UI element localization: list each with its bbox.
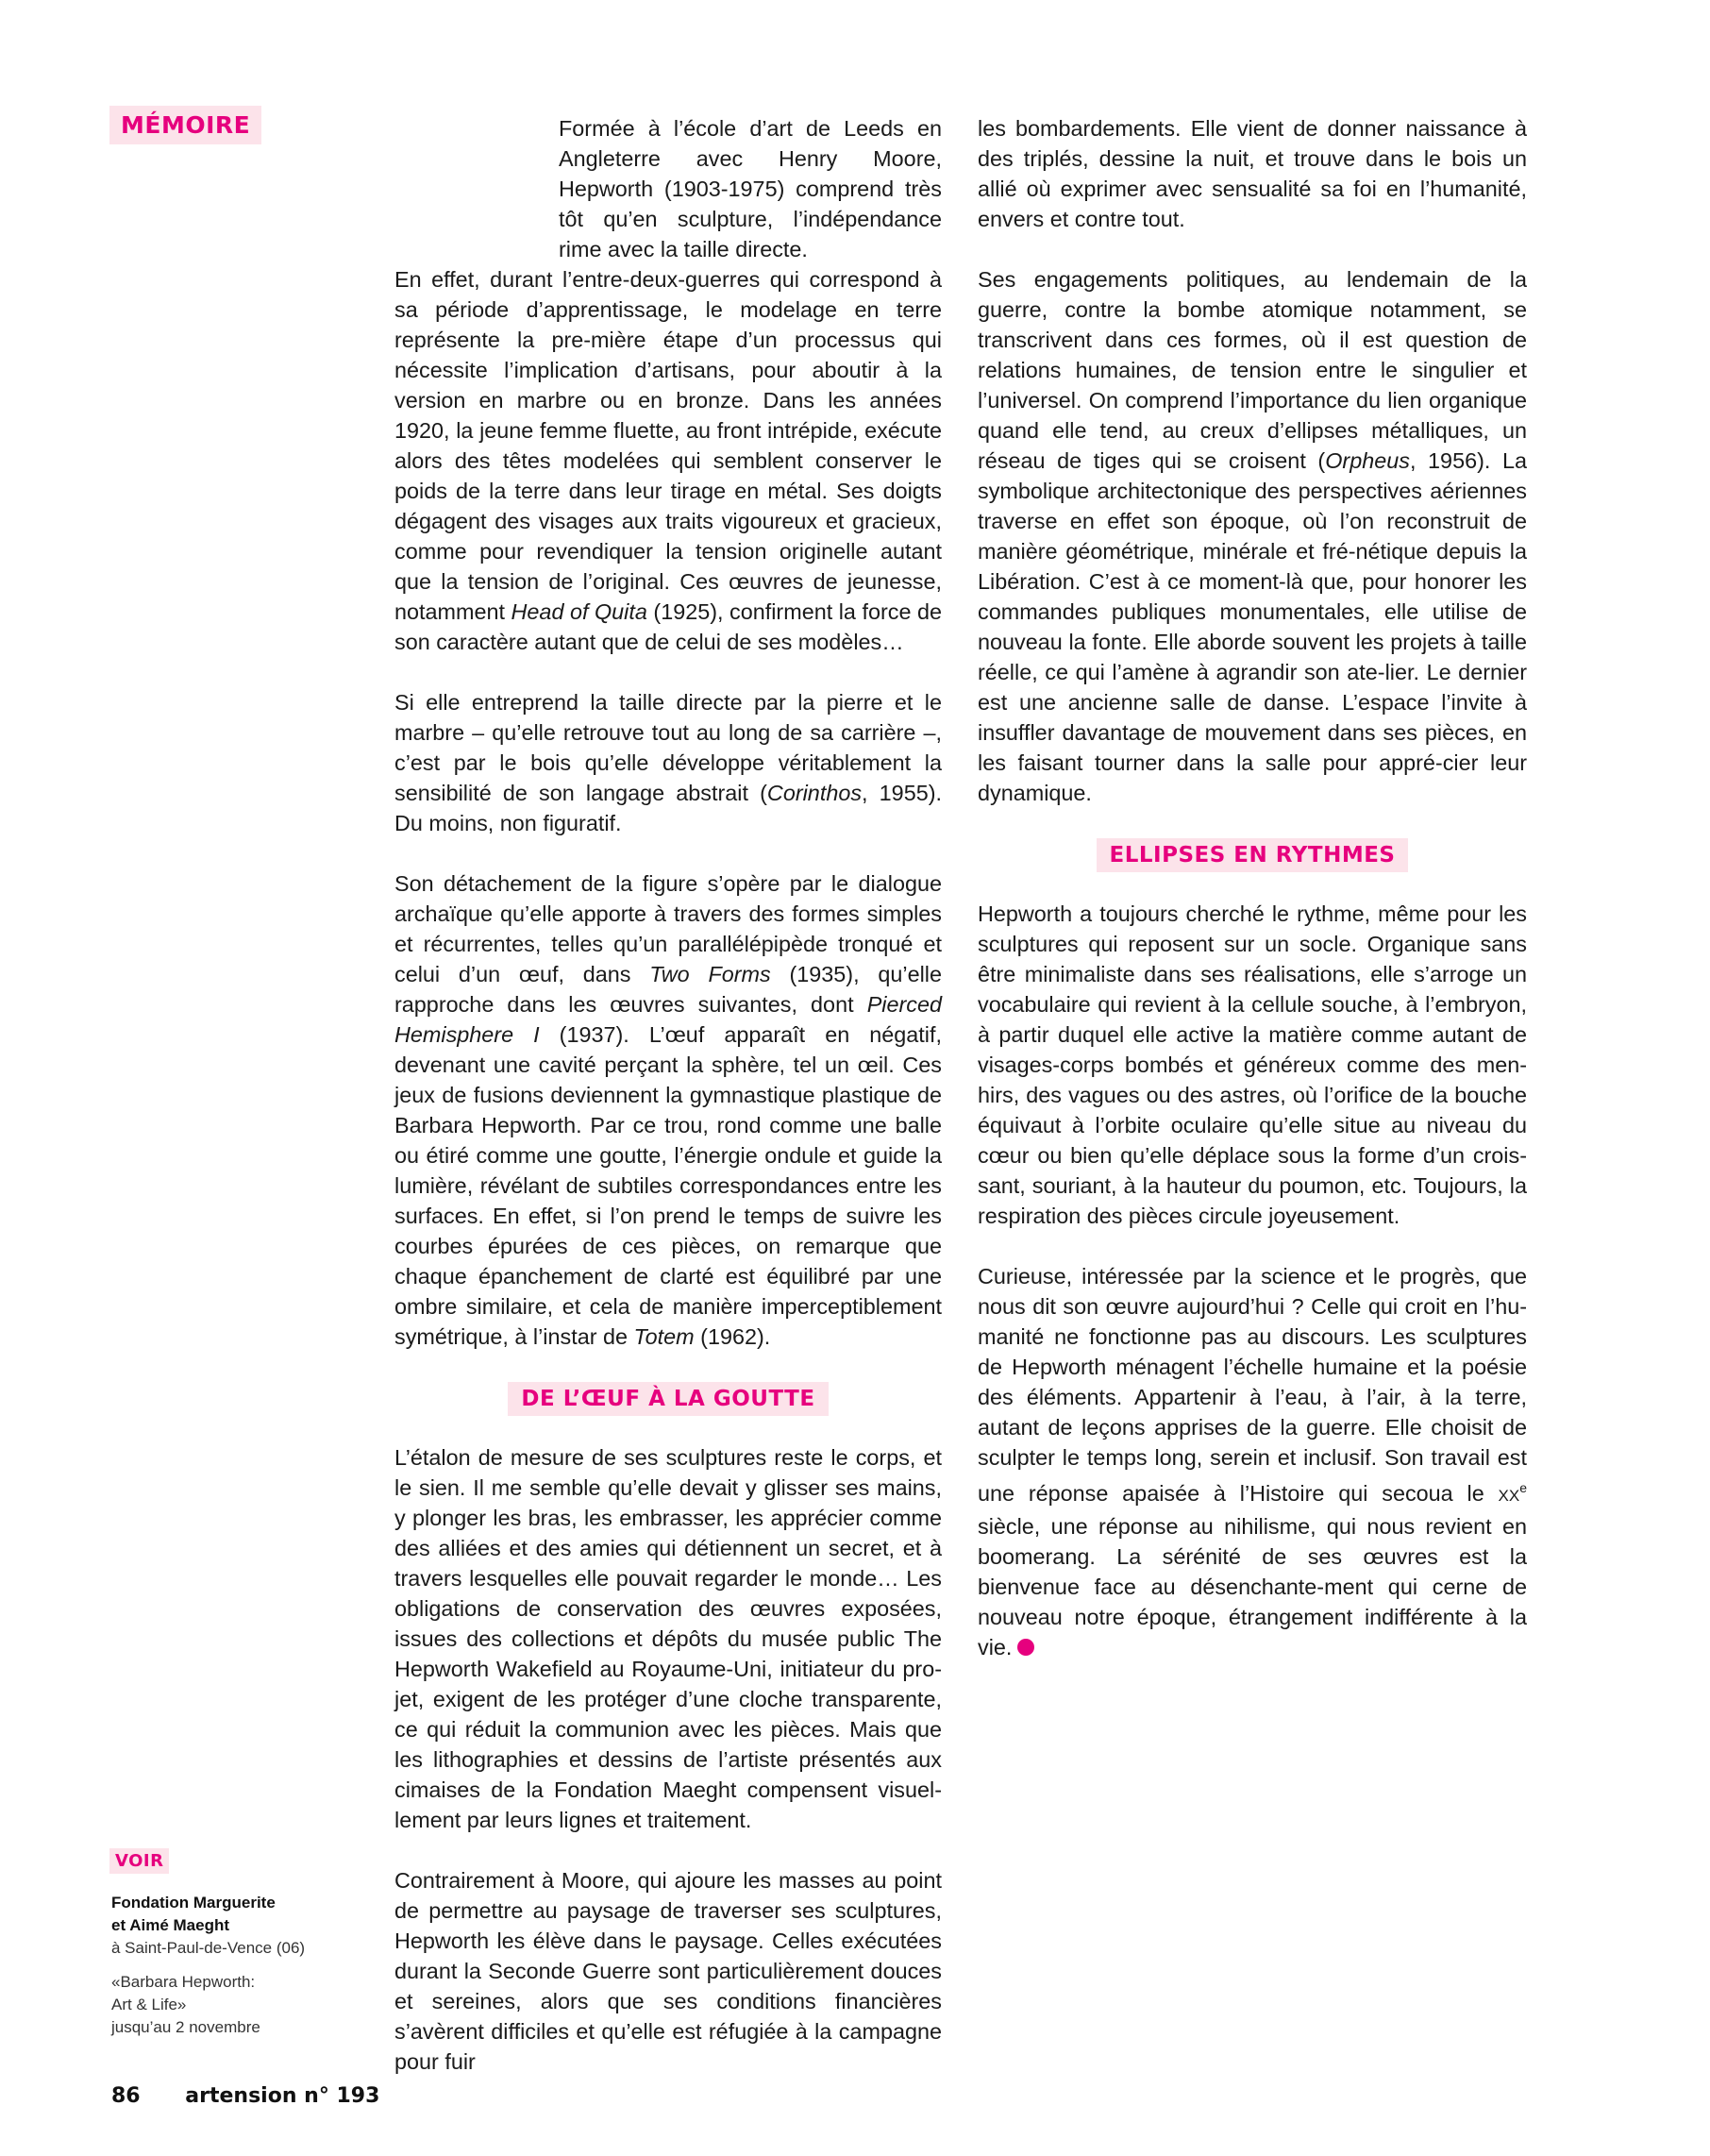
century-numeral: XX [1498, 1486, 1520, 1505]
paragraph-text: (1935), qu’elle rapproche dans les œuvres suivantes, dont [394, 962, 942, 1017]
paragraph-text: (1962). [694, 1324, 771, 1349]
article-column-right [978, 113, 1527, 1693]
paragraph-text: En effet, durant l’entre-deux-guerres qui correspond à sa période d’apprentissage, le modelage en terre représente la pre-mière étape d’un processus qui nécessite l’implication d’artisans, pour aboutir à la version en marbre ou en bronze. Dans les années 1920, la jeune femme fluette, au front intrépide, exécute alors des têtes modelées qui semblent conserver le poids de la terre dans leur tirage en métal. Ses doigts dégagent des visages aux traits vigoureux et gracieux, comme pour revendiquer la tension originelle autant que la tension de l’original. Ces œuvres de jeunesse, notamment [394, 267, 942, 624]
article-column-left [394, 113, 942, 2107]
section-heading [978, 838, 1527, 868]
artwork-title: Head of Quita [511, 599, 647, 624]
paragraph: L’étalon de mesure de ses sculptures reste le corps, et le sien. Il me semble qu’elle devait y glisser ses mains, y plonger les bras, les embrasser, les apprécier comme des alliées et des amies qui détiennent un secret, et à travers lesquelles elle pouvait regarder le monde… Les obligations de conservation des œuvres exposées, issues des collections et dépôts du musée public The Hepworth Wakefield au Royaume-Uni, initiateur du pro-jet, exigent de les protéger d’une cloche transparente, ce qui réduit la communion avec les pièces. Mais que les lithographies et dessins de l’artiste présentés aux cimaises de la Fondation Maeght compensent visuel-lement par leurs lignes et traitement. [394, 1445, 942, 1832]
artwork-title: Two Forms [649, 962, 771, 986]
exhibition-title [111, 1971, 357, 2039]
century-superscript: e [1519, 1480, 1527, 1495]
artwork-title: Totem [633, 1324, 695, 1349]
paragraph-text: siècle, une réponse au nihilisme, qui nous revient en boomerang. La sérénité de ses œuvres est la bienvenue face au désenchante-ment qui cerne de nouveau notre époque, étrangement indifférente à la vie. [978, 1513, 1527, 1659]
paragraph-text: Curieuse, intéressée par la science et le progrès, que nous dit son œuvre aujourd’hui ? Celle qui croit en l’hu-manité ne fonctionne pas au discours. Les sculptures de Hepworth ménagent l’échelle humaine et la poésie des éléments. Appartenir à l’eau, à l’air, à la terre, autant de leçons apprises de la guerre. Elle choisit de sculpter le temps long, serein et inclusif. Son travail est une réponse apaisée à l’Histoire qui secoua le [978, 1264, 1527, 1506]
paragraph: Contrairement à Moore, qui ajoure les masses au point de permettre au paysage de traverser ses sculptures, Hepworth les élève dans le paysage. Celles exécutées durant la Seconde Guerre sont particulièrement douces et sereines, alors que ses conditions financières s’avèrent difficiles et qu’elle est réfugiée à la campagne pour fuir [394, 1868, 942, 2074]
paragraph-text: (1937). L’œuf apparaît en négatif, devenant une cavité perçant la sphère, tel un œil. Ces jeux de fusions deviennent la gymnastique plastique de Barbara Hepworth. Par ce trou, rond comme une balle ou étiré comme une goutte, l’énergie ondule et guide la lumière, révélant de subtiles correspondances entre les surfaces. En effet, si l’on prend le temps de suivre les courbes épurées de ces pièces, on remarque que chaque épanchement de clarté est équilibré par une ombre similaire, et cela de manière imperceptiblement symétrique, à l’instar de [394, 1022, 942, 1349]
paragraph-text: Ses engagements politiques, au lendemain de la guerre, contre la bombe atomique notamment, se transcrivent dans ces formes, où il est question de relations humaines, de tension entre le singulier et l’universel. On comprend l’importance du lien organique quand elle tend, au creux d’ellipses métalliques, un réseau de tiges qui se croisent ( [978, 267, 1527, 473]
page-footer [111, 2084, 379, 2108]
end-mark-icon [1017, 1639, 1034, 1656]
venue-city: à Saint-Paul-de-Vence (06) [111, 1939, 306, 1957]
artwork-title: Orpheus [1325, 448, 1410, 473]
paragraph-lead: Formée à l’école d’art de Leeds en Angleterre avec Henry Moore, Hepworth (1903-1975) comprend très tôt qu’en sculpture, l’indépendance rime avec la taille directe. [559, 116, 942, 261]
artwork-title: Pierced Hemisphere I [394, 992, 942, 1047]
paragraph-text: , 1956). La symbolique architectonique des perspectives aériennes traverse en effet son époque, où l’on reconstruit de manière géométrique, minérale et fré-nétique depuis la Libération. C’est à ce moment-là que, pour honorer les commandes publiques monumentales, elle utilise de nouveau la fonte. Elle aborde souvent les projets à taille réelle, ce qui l’amène à agrandir son ate-lier. Le dernier est une ancienne salle de danse. L’espace l’invite à insuffler davantage de mouvement dans ses pièces, en les faisant tourner dans la salle pour appré-cier leur dynamique. [978, 448, 1527, 805]
paragraph [978, 1261, 1527, 1662]
section-heading-label: DE L’ŒUF À LA GOUTTE [508, 1382, 828, 1416]
section-tag: MÉMOIRE [109, 106, 261, 144]
exhibition-dates: jusqu’au 2 novembre [111, 2018, 260, 2036]
venue-name-line: et Aimé Maeght [111, 1916, 230, 1934]
paragraph [978, 264, 1527, 808]
exhibition-title-line: Art & Life» [111, 1996, 187, 2013]
venue-name-line: Fondation Marguerite [111, 1894, 276, 1912]
paragraph-text: (1925), confirment la force de son caractère autant que de celui de ses modèles… [394, 599, 942, 654]
voir-tag: VOIR [109, 1848, 169, 1874]
paragraph-text: Si elle entreprend la taille directe par la pierre et le marbre – qu’elle retrouve tout au long de sa carrière –, c’est par le bois qu’elle développe véritablement la sensibilité de son langage abstrait ( [394, 690, 942, 805]
paragraph [394, 868, 942, 1352]
artwork-title: Corinthos [766, 781, 863, 805]
paragraph-text: Son détachement de la figure s’opère par le dialogue archaïque qu’elle apporte à travers des formes simples et récurrentes, telles qu’un parallélépipède tronqué et celui d’un œuf, dans [394, 871, 942, 986]
paragraph: Hepworth a toujours cherché le rythme, même pour les sculptures qui reposent sur un socle. Organique sans être minimaliste dans ses réalisations, elle s’arroge un vocabulaire qui revient à la cellule souche, à l’embryon, à partir duquel elle active la matière comme autant de visages-corps bombés et généreux comme des men-hirs, des vagues ou des astres, où l’orifice de la bouche équivaut à l’orbite oculaire qu’elle situe au niveau du cœur ou bien qu’elle déplace sous la forme d’un crois-sant, souriant, à la hauteur du poumon, etc. Toujours, la respiration des pièces circule joyeusement. [978, 901, 1527, 1228]
magazine-issue: artension n° 193 [185, 2084, 380, 2108]
paragraph: les bombardements. Elle vient de donner naissance à des triplés, dessine la nuit, et trouve dans le bois un allié où exprimer avec sensualité sa foi en l’humanité, envers et contre tout. [978, 116, 1527, 231]
section-heading-label: ELLIPSES EN RYTHMES [1097, 838, 1409, 872]
exhibition-title-line: «Barbara Hepworth: [111, 1973, 256, 1991]
exhibition-info [111, 1892, 357, 2039]
venue-name [111, 1892, 357, 1937]
paragraph [394, 687, 942, 838]
page-number: 86 [111, 2084, 141, 2108]
paragraph-text: , 1955). Du moins, non figuratif. [394, 781, 942, 835]
section-heading [394, 1382, 942, 1412]
paragraph [394, 113, 942, 657]
